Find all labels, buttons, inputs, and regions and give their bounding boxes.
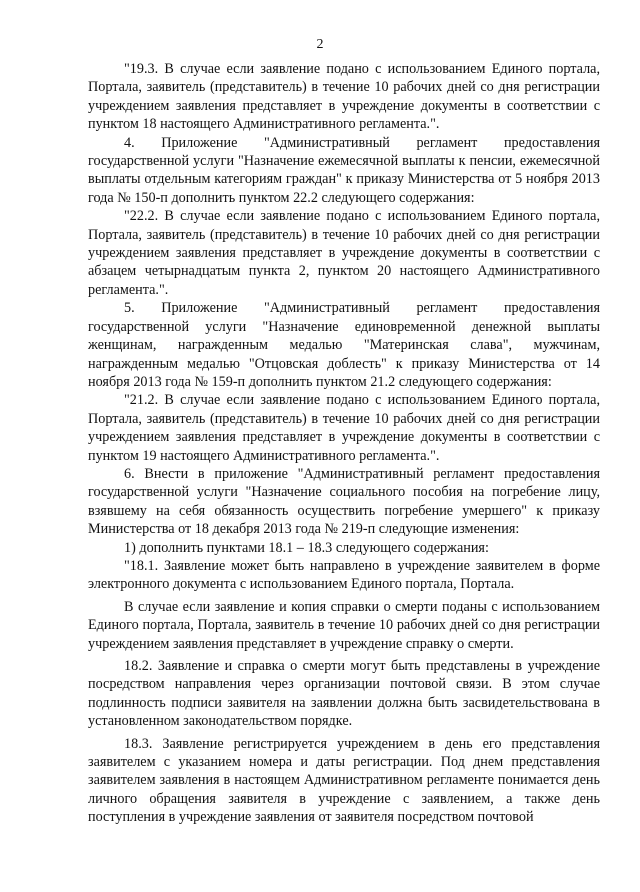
paragraph-item-4: 4. Приложение "Административный регламент предоставления государственной услуги "Назначение ежемесячной выплаты к пенсии, ежемесячной выплаты отдельным категориям граждан" к приказу Министерства от 5 ноября 2013 года № 150-п дополнить пунктом 22.2 следующего содержания:	[88, 134, 600, 206]
paragraph-item-6: 6. Внести в приложение "Административный регламент предоставления государственной услуги "Назначение социального пособия на погребение лицу, взявшему на себя обязанность осуществить погребение умершего" к приказу Министерства от 18 декабря 2013 года № 219-п следующие изменения:	[88, 465, 600, 538]
paragraph-18-3: 18.3. Заявление регистрируется учреждением в день его представления заявителем с указанием номера и даты регистрации. Под днем представления заявителем заявления в настоящем Административном регламенте понимается день личного обращения заявителя в учреждение с заявлением, а также день поступления в учреждение заявления от заявителя посредством почтовой	[88, 735, 600, 826]
document-body	[88, 60, 600, 827]
paragraph-subitem-1: 1) дополнить пунктами 18.1 – 18.3 следующего содержания:	[124, 539, 489, 556]
paragraph-19-3: "19.3. В случае если заявление подано с использованием Единого портала, Портала, заявитель (представитель) в течение 10 рабочих дней со дня регистрации учреждением заявления представляет в учреждение документы в соответствии с пунктом 18 настоящего Административного регламента.".	[88, 61, 600, 133]
paragraph-18-1-continued: В случае если заявление и копия справки о смерти поданы с использованием Единого портала, Портала, заявитель в течение 10 рабочих дней со дня регистрации учреждением заявления представляет в учреждение справку о смерти.	[88, 598, 600, 652]
paragraph-item-5: 5. Приложение "Административный регламент предоставления государственной услуги "Назначение единовременной денежной выплаты женщинам, награжденным медалью "Материнская слава", мужчинам, награжденным медалью "Отцовская доблесть" к приказу Министерства от 14 ноября 2013 года № 159-п дополнить пунктом 21.2 следующего содержания:	[88, 300, 600, 390]
paragraph-22-2: "22.2. В случае если заявление подано с использованием Единого портала, Портала, заявитель (представитель) в течение 10 рабочих дней со дня регистрации учреждением заявления представляет в учреждение документы в соответствии с абзацем четырнадцатым пункта 2, пунктом 20 настоящего Административного регламента.".	[88, 208, 600, 298]
paragraph-18-1: "18.1. Заявление может быть направлено в учреждение заявителем в форме электронного документа с использованием Единого портала, Портала.	[88, 557, 600, 593]
paragraph-18-2: 18.2. Заявление и справка о смерти могут быть представлены в учреждение посредством направления через организации почтовой связи. В этом случае подлинность подписи заявителя на заявлении должна быть засвидетельствована в установленном законодательством порядке.	[88, 658, 600, 730]
paragraph-21-2: "21.2. В случае если заявление подано с использованием Единого портала, Портала, заявитель (представитель) в течение 10 рабочих дней со дня регистрации учреждением заявления представляет в учреждение документы в соответствии с пунктом 19 настоящего Административного регламента.".	[88, 392, 600, 464]
page-number: 2	[316, 37, 324, 52]
